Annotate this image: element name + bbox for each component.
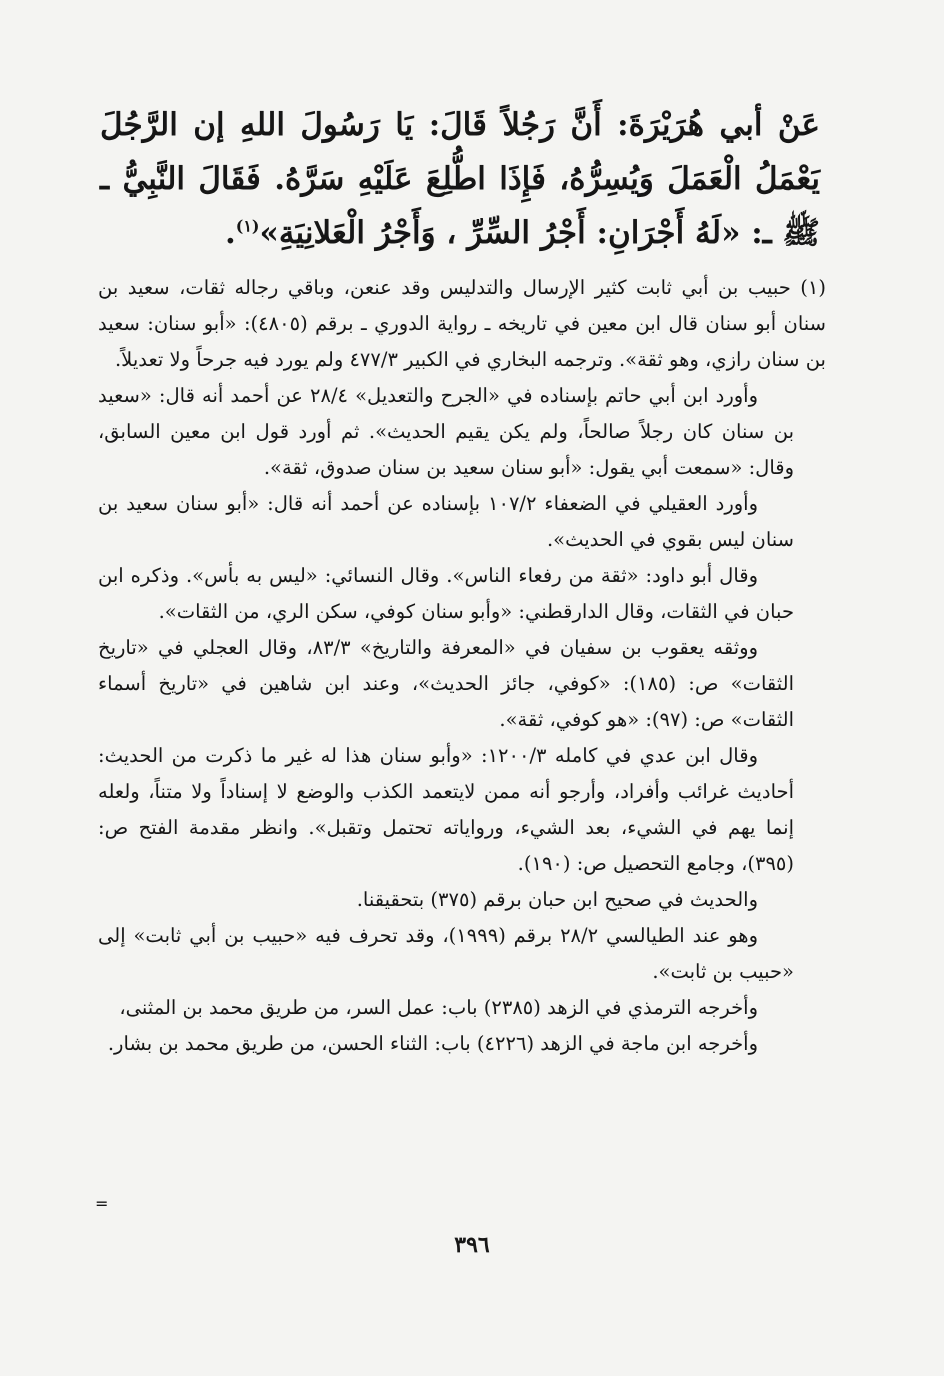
hadith-body: عَنْ أبي هُرَيْرَةَ: أَنَّ رَجُلاً قَالَ: يَا رَسُولَ اللهِ إن الرَّجُلَ يَعْمَلُ الْعَمَلَ وَيُسِرُّهُ، فَإِذَا اطُّلِعَ عَلَيْهِ سَرَّهُ. فَقَالَ النَّبِيُّ ـ ﷺ ـ: «لَهُ أَجْرَانِ: أَجْرُ السِّرِّ ، وَأَجْرُ الْعَلانِيَةِ» (100, 107, 820, 251)
footnote-paragraph: وقال ابن عدي في كامله ١٢٠٠/٣: «وأبو سنان هذا له غير ما ذكرت من الحديث: أحاديث غرائب وأفراد، وأرجو أنه ممن لايتعمد الكذب والوضع لا إسناداً ولا متناً، ولعله إنما يهم في الشيء، بعد الشيء، ورواياته تحتمل وتقبل». وانظر مقدمة الفتح ص: (٣٩٥)، وجامع التحصيل ص: (١٩٠). (98, 744, 794, 875)
footnote-paragraph: والحديث في صحيح ابن حبان برقم (٣٧٥) بتحقيقنا. (356, 888, 758, 911)
footnotes-section (98, 270, 826, 1062)
footnote-paragraph: وأخرجه الترمذي في الزهد (٢٣٨٥) باب: عمل السر، من طريق محمد بن المثنى، (119, 996, 758, 1019)
footnote-paragraph: وقال أبو داود: «ثقة من رفعاء الناس». وقال النسائي: «ليس به بأس». وذكره ابن حبان في الثقات، وقال الدارقطني: «وأبو سنان كوفي، سكن الري، من الثقات». (98, 564, 794, 623)
hadith-end-mark: . (224, 215, 236, 251)
footnote-paragraph: وهو عند الطيالسي ٢٨/٢ برقم (١٩٩٩)، وقد تحرف فيه «حبيب بن أبي ثابت» إلى «حبيب بن ثابت». (98, 924, 794, 983)
footnote-1 (98, 270, 826, 378)
footnote-1-text: حبيب بن أبي ثابت كثير الإرسال والتدليس وقد عنعن، وباقي رجاله ثقات، سعيد بن سنان أبو سنان قال ابن معين في تاريخه ـ رواية الدوري ـ برقم (٤٨٠٥): «أبو سنان: سعيد بن سنان رازي، وهو ثقة». وترجمه البخاري في الكبير ٤٧٧/٣ ولم يورد فيه جرحاً ولا تعديلاً. (98, 276, 827, 371)
footnote-paragraph: وأخرجه ابن ماجة في الزهد (٤٢٢٦) باب: الثناء الحسن، من طريق محمد بن بشار. (107, 1032, 758, 1055)
page-number: ٣٩٦ (454, 1232, 490, 1258)
footnote-paragraph: وأورد العقيلي في الضعفاء ١٠٧/٢ بإسناده عن أحمد أنه قال: «أبو سنان سعيد بن سنان ليس بقوي في الحديث». (98, 492, 794, 551)
footnote-marker: (١) (800, 276, 826, 299)
footnote-reference: (١) (235, 216, 260, 236)
hadith-text (100, 98, 820, 260)
footnote-continuation (98, 378, 826, 1062)
footnote-divider (100, 268, 820, 269)
continuation-mark: = (95, 1194, 109, 1213)
footnote-paragraph: وأورد ابن أبي حاتم بإسناده في «الجرح والتعديل» ٢٨/٤ عن أحمد أنه قال: «سعيد بن سنان كان رجلاً صالحاً، ولم يكن يقيم الحديث». ثم أورد قول ابن معين السابق، وقال: «سمعت أبي يقول: «أبو سنان سعيد بن سنان صدوق، ثقة». (98, 384, 794, 479)
footnote-paragraph: ووثقه يعقوب بن سفيان في «المعرفة والتاريخ» ٨٣/٣، وقال العجلي في «تاريخ الثقات» ص: (١٨٥): «كوفي، جائز الحديث»، وعند ابن شاهين في «تاريخ أسماء الثقات» ص: (٩٧): «هو كوفي، ثقة». (98, 636, 794, 731)
